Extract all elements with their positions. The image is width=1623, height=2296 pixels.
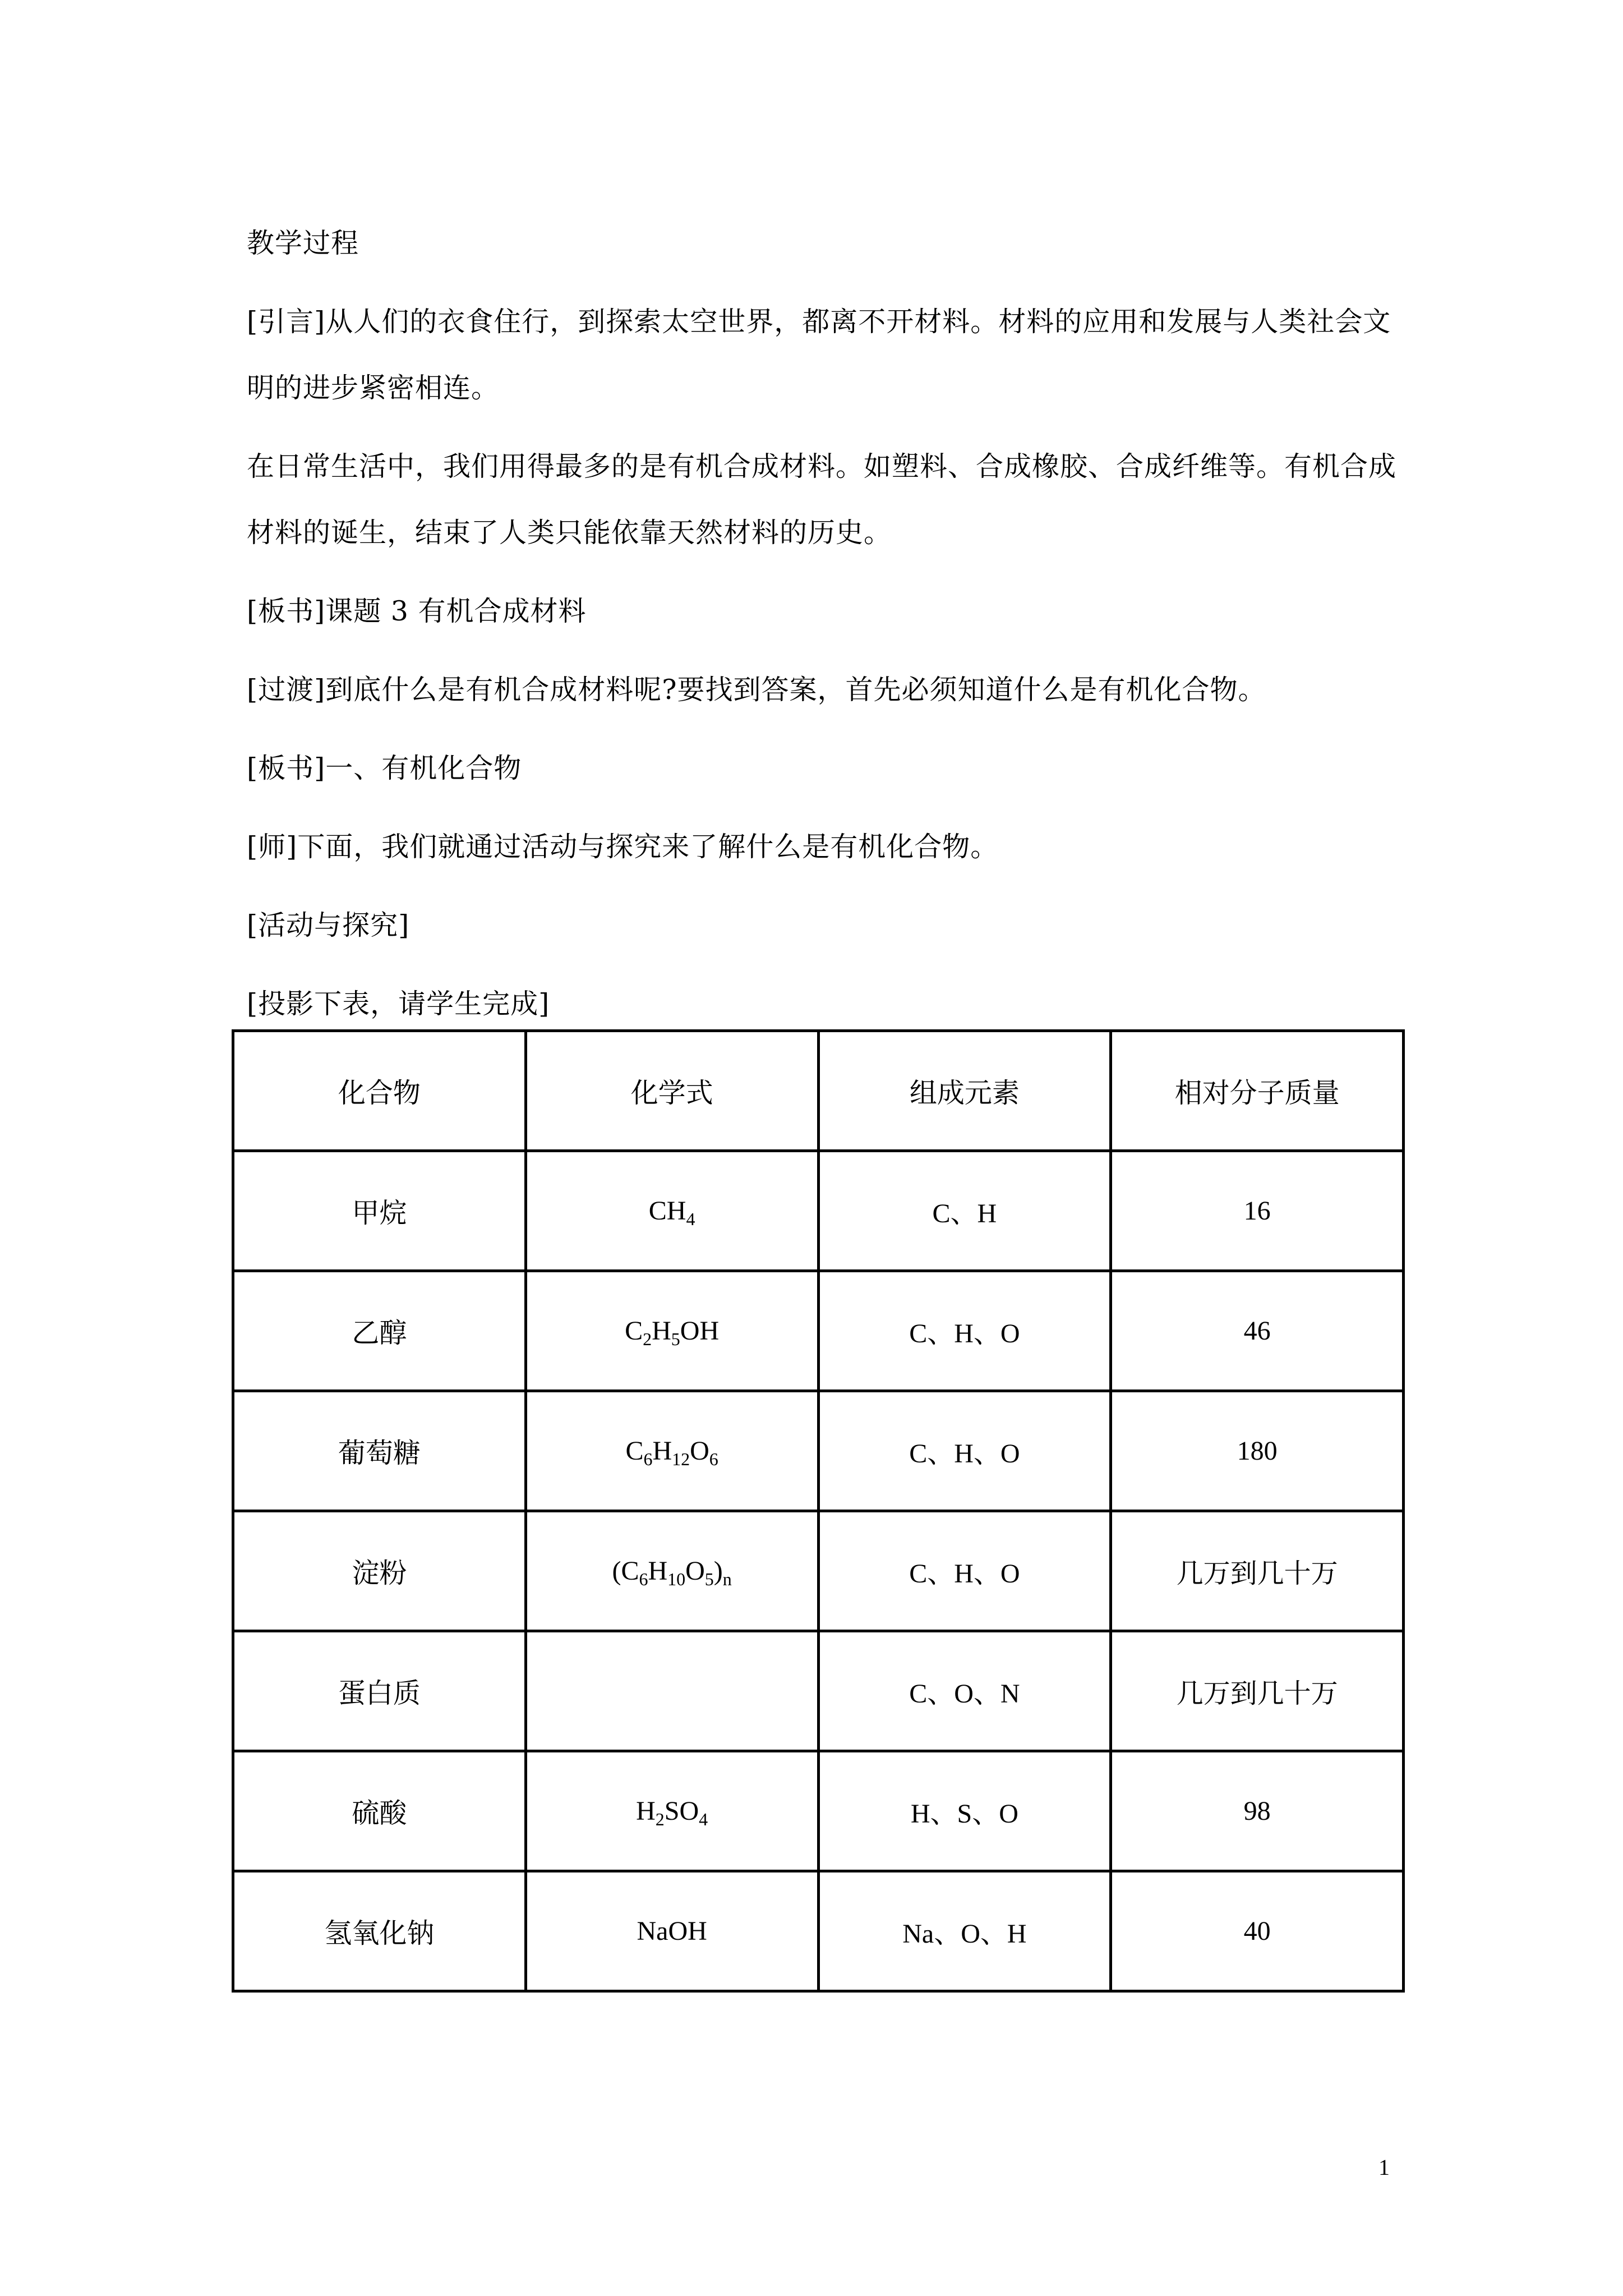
projection-instruction: [投影下表，请学生完成] (247, 988, 550, 1020)
compound-name-cell: 乙醇 (233, 1271, 526, 1391)
chemical-formula-cell: NaOH (525, 1871, 818, 1991)
molecular-mass-cell: 180 (1111, 1391, 1404, 1511)
header-compound: 化合物 (233, 1031, 526, 1151)
elements-cell: C、H、O (818, 1391, 1111, 1511)
chemical-formula-cell: $CH_4$ (525, 1151, 818, 1271)
elements-cell: C、O、N (818, 1631, 1111, 1751)
compound-name-cell: 蛋白质 (233, 1631, 526, 1751)
molecular-mass-cell: 98 (1111, 1751, 1404, 1871)
table-row (233, 1151, 1404, 1271)
transition-paragraph: [过渡]到底什么是有机合成材料呢?要找到答案，首先必须知道什么是有机化合物。 (247, 674, 1266, 706)
table-header-row (233, 1031, 1404, 1151)
table-row (233, 1271, 1404, 1391)
compound-name-cell: 硫酸 (233, 1751, 526, 1871)
header-elements: 组成元素 (818, 1031, 1111, 1151)
compound-name-cell: 葡萄糖 (233, 1391, 526, 1511)
table-row (233, 1871, 1404, 1991)
body-paragraph: 在日常生活中，我们用得最多的是有机合成材料。如塑料、合成橡胶、合成纤维等。有机合成材料的诞生，结束了人类只能依靠天然材料的历史。 (247, 450, 1397, 549)
header-formula: 化学式 (525, 1031, 818, 1151)
molecular-mass-cell: 16 (1111, 1151, 1404, 1271)
table-row (233, 1631, 1404, 1751)
elements-cell: C、H、O (818, 1271, 1111, 1391)
activity-label: [活动与探究] (247, 909, 410, 941)
compound-name-cell: 淀粉 (233, 1511, 526, 1631)
board-note-section: [板书]一、有机化合物 (247, 752, 522, 784)
board-note-title: [板书]课题 3 有机合成材料 (247, 595, 587, 627)
molecular-mass-cell: 40 (1111, 1871, 1404, 1991)
molecular-mass-cell: 几万到几十万 (1111, 1631, 1404, 1751)
elements-cell: C、H (818, 1151, 1111, 1271)
teacher-paragraph: [师]下面，我们就通过活动与探究来了解什么是有机化合物。 (247, 831, 999, 863)
table-row (233, 1751, 1404, 1871)
chemical-formula-cell: $H_2SO_4$ (525, 1751, 818, 1871)
elements-cell: Na、O、H (818, 1871, 1111, 1991)
page-number: 1 (1378, 2155, 1390, 2180)
molecular-mass-cell: 几万到几十万 (1111, 1511, 1404, 1631)
intro-paragraph: [引言]从人们的衣食住行，到探索太空世界，都离不开材料。材料的应用和发展与人类社会文明的进步紧密相连。 (247, 306, 1391, 404)
molecular-mass-cell: 46 (1111, 1271, 1404, 1391)
compound-table (232, 1029, 1405, 1993)
compound-table-container (232, 1029, 1405, 1993)
elements-cell: C、H、O (818, 1511, 1111, 1631)
table-row (233, 1511, 1404, 1631)
header-molecular-mass: 相对分子质量 (1111, 1031, 1404, 1151)
chemical-formula-cell: $C_2H_5OH$ (525, 1271, 818, 1391)
compound-name-cell: 甲烷 (233, 1151, 526, 1271)
document-body (247, 210, 1396, 1050)
chemical-formula-cell: $(C_6H_{10}O_5)_n$ (525, 1511, 818, 1631)
table-row (233, 1391, 1404, 1511)
chemical-formula-cell: $C_6H_{12}O_6$ (525, 1391, 818, 1511)
compound-name-cell: 氢氧化钠 (233, 1871, 526, 1991)
chemical-formula-cell (525, 1631, 818, 1751)
section-heading: 教学过程 (247, 227, 359, 259)
elements-cell: H、S、O (818, 1751, 1111, 1871)
